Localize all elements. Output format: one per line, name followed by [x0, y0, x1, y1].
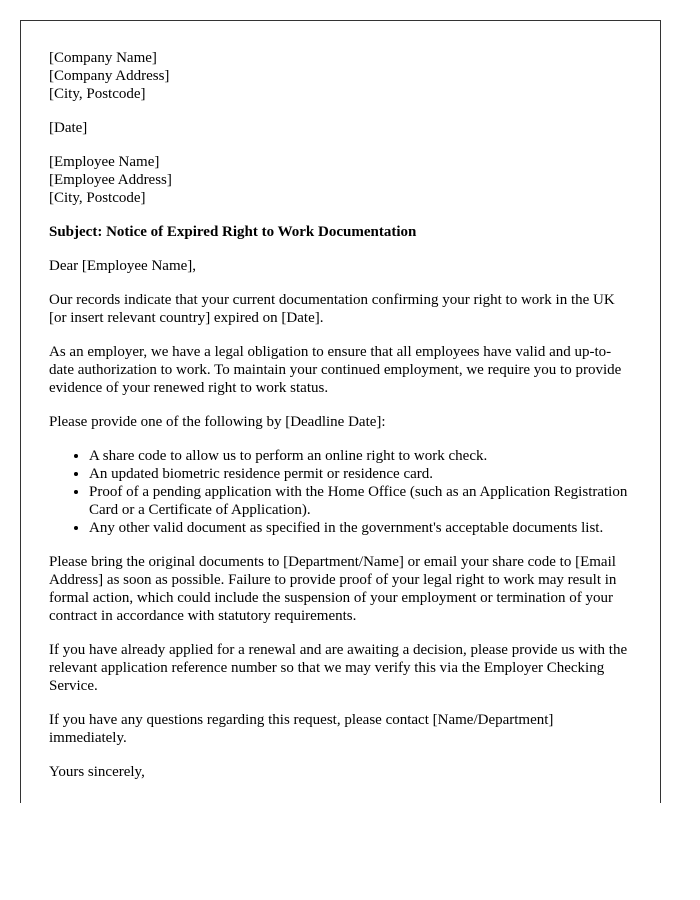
- paragraph: Our records indicate that your current documentation confirming your right to work in the UK [or insert relevant country] expired on [Date].: [49, 292, 615, 326]
- list-item: • An updated biometric residence permit or residence card.: [89, 465, 632, 483]
- salutation: Dear [Employee Name],: [49, 258, 197, 274]
- sender-block: [49, 49, 632, 103]
- paragraph: Please provide one of the following by [Deadline Date]:: [49, 414, 386, 430]
- sender-city: [City, Postcode]: [49, 86, 146, 102]
- list-item: • A share code to allow us to perform an online right to work check.: [89, 447, 632, 465]
- recipient-city: [City, Postcode]: [49, 190, 146, 206]
- signoff: Yours sincerely,: [49, 764, 145, 780]
- recipient-address: [Employee Address]: [49, 172, 172, 188]
- subject-line: Subject: Notice of Expired Right to Work Documentation: [49, 224, 417, 240]
- sender-name: [Company Name]: [49, 50, 157, 66]
- sender-address: [Company Address]: [49, 68, 170, 84]
- recipient-block: [49, 153, 632, 207]
- list-item: • Proof of a pending application with the Home Office (such as an Application Registration Card or a Certificate of Application).: [89, 483, 632, 519]
- paragraph: If you have any questions regarding this request, please contact [Name/Department] immediately.: [49, 712, 554, 746]
- list-item: • Any other valid document as specified in the government's acceptable documents list.: [89, 519, 632, 537]
- recipient-name: [Employee Name]: [49, 154, 160, 170]
- letter: [20, 20, 661, 803]
- paragraph: As an employer, we have a legal obligation to ensure that all employees have valid and up-to-date authorization to work. To maintain your continued employment, we require you to provide evidence of your renewed right to work status.: [49, 344, 622, 396]
- paragraph: Please bring the original documents to [Department/Name] or email your share code to [Email Address] as soon as possible. Failure to provide proof of your legal right to work may result in formal action, which could include the suspension of your employment or termination of your contract in accordance with statutory requirements.: [49, 554, 617, 624]
- letter-date: [Date]: [49, 120, 88, 136]
- document-list: [49, 447, 632, 537]
- paragraph: If you have already applied for a renewal and are awaiting a decision, please provide us with the relevant application reference number so that we may verify this via the Employer Checking Service.: [49, 642, 628, 694]
